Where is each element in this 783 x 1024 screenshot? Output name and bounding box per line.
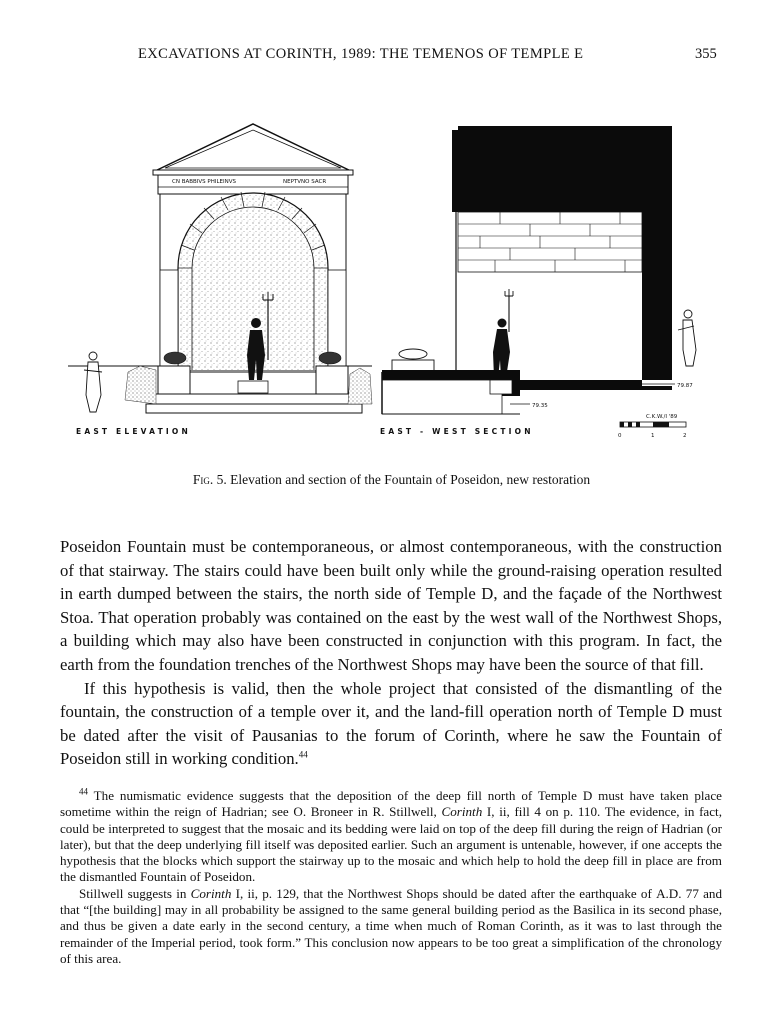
level-mark-lower: 79.35 bbox=[532, 403, 548, 409]
figure-5-drawing bbox=[0, 0, 783, 450]
page-number: 355 bbox=[695, 46, 717, 62]
east-elevation-label: EAST ELEVATION bbox=[76, 427, 191, 436]
scale-tick-2: 2 bbox=[683, 433, 687, 439]
caption-text: Elevation and section of the Fountain of Poseidon, new restoration bbox=[230, 472, 591, 487]
footnote-cont-title: Corinth bbox=[190, 885, 232, 901]
scale-tick-0: 0 bbox=[618, 433, 622, 439]
footnotes bbox=[60, 788, 722, 967]
human-scale-figure-left bbox=[84, 352, 102, 412]
paragraph-2-text: If this hypothesis is valid, then the whole project that consisted of the dismantling of the fountain, the construction of a temple over it, and the land-fill operation north of Temple D must be dated after the visit of Pausanias to the forum of Corinth, where he saw the Fountain of Poseidon still in working condition. bbox=[60, 678, 722, 769]
body-text bbox=[60, 535, 722, 771]
human-scale-figure-right bbox=[678, 310, 696, 366]
level-mark-upper: 79.87 bbox=[677, 383, 693, 389]
footnote-44-text-a: The numismatic evidence suggests that the deposition of the deep fill north of Temple D must have taken place sometime within the reign of Hadrian; see O. Broneer in R. Stillwell, bbox=[60, 788, 722, 820]
figure-caption bbox=[0, 472, 783, 488]
caption-prefix: Fig. 5. bbox=[192, 472, 227, 487]
east-west-section-label: EAST - WEST SECTION bbox=[380, 427, 534, 436]
footnote-44 bbox=[60, 788, 722, 886]
footnote-ref-44[interactable]: 44 bbox=[298, 749, 308, 760]
running-title: EXCAVATIONS AT CORINTH, 1989: THE TEMENOS OF TEMPLE E bbox=[138, 46, 584, 62]
east-elevation bbox=[68, 124, 372, 436]
footnote-44-text-c: I, ii, fill 4 on p. 110. The evidence, in fact, could be interpreted to suggest that the mosaic and its bedding were laid on top of the deep fill during the reign of Hadrian (or later), but that the deep underlying fill itself was deposited earlier. Such an argument is untenable, however, if one accepts the hypothesis that the blocks which support the stairway up to the mosaic and which help to hold the deep fill in place are from the dismantled Fountain of Poseidon. bbox=[60, 804, 722, 885]
paragraph-2 bbox=[60, 677, 722, 771]
east-west-section bbox=[380, 126, 696, 439]
inscription-right: NEPTVNO SACR bbox=[283, 179, 327, 185]
inscription-left: CN BABBIVS PHILEINVS bbox=[172, 179, 237, 185]
footnote-cont-era: A.D. bbox=[656, 885, 682, 901]
footnote-cont-text-c: I, ii, p. 129, that the Northwest Shops should be dated after the earthquake of bbox=[235, 885, 652, 901]
paragraph-1: Poseidon Fountain must be contemporaneous, or almost contemporaneous, with the construction of that stairway. The stairs could have been built only while the ground-raising operation resulted in earth dumped between the stairs, the north side of Temple D, and the façade of the Northwest Stoa. That operation probably was contained on the east by the west wall of the Northwest Shops, a building which may also have been constructed in conjunction with this program. In fact, the earth from the foundation trenches of the Northwest Shops may have been the source of that fill. bbox=[60, 537, 722, 674]
scale-tick-1: 1 bbox=[651, 433, 655, 439]
footnote-cont-text-a: Stillwell suggests in bbox=[79, 885, 187, 901]
footnote-44-title: Corinth bbox=[441, 804, 483, 820]
drafter-initials: C.K.W./I '89 bbox=[646, 414, 678, 420]
footnote-44-marker: 44 bbox=[79, 786, 88, 797]
footnote-44-continued bbox=[60, 886, 722, 967]
footnote-cont-text-e: 77 and that “[the building] may in all probability be assigned to the same general building period as the Basilica in its second phase, and thus be given a date early in the second century, a time when much of Roman Corinth, as it was to last through the remainder of the Imperial period, took form.” This conclusion now appears to be too great a simplification of the chronology of this area. bbox=[60, 885, 722, 966]
